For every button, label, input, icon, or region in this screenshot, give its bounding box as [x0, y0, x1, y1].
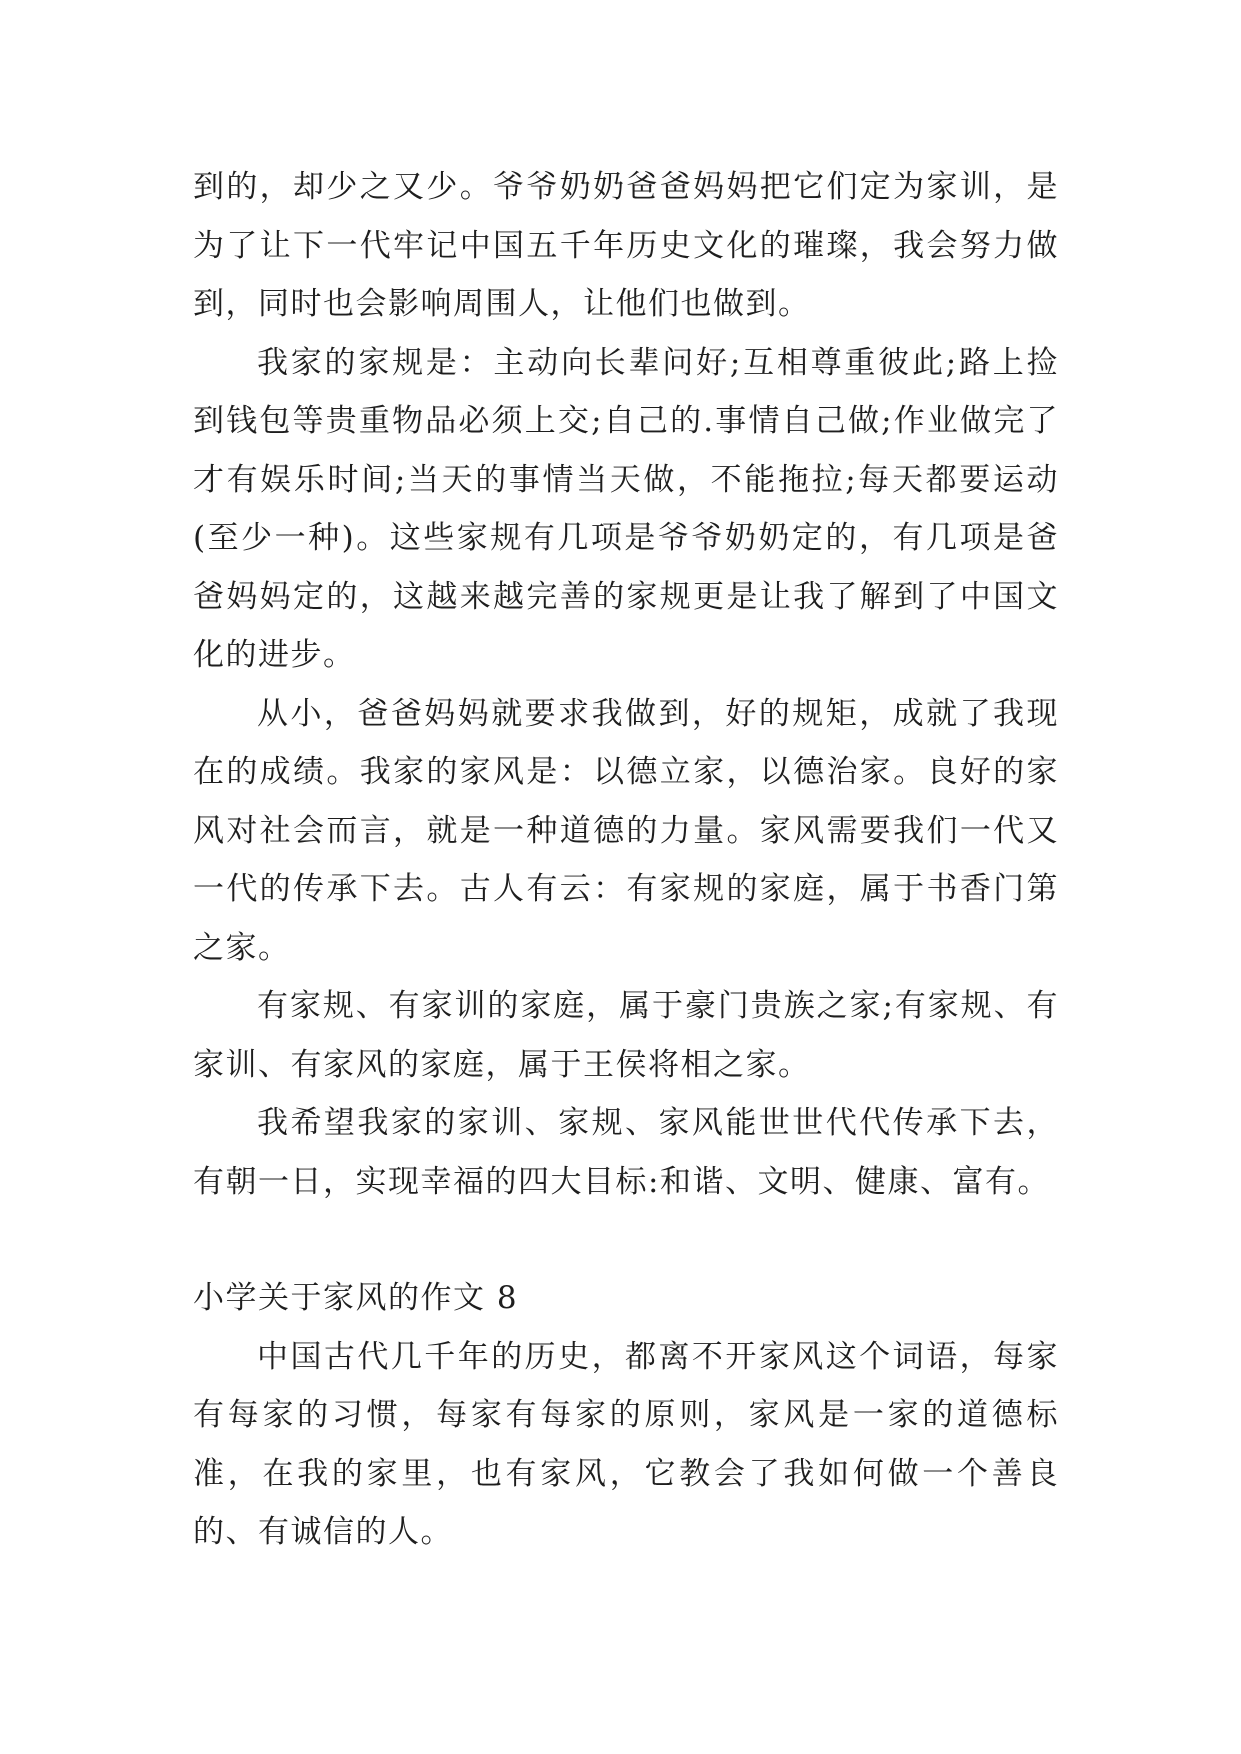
paragraph-family-style: 从小，爸爸妈妈就要求我做到，好的规矩，成就了我现在的成绩。我家的家风是：以德立家，以德治家。良好的家风对社会而言，就是一种道德的力量。家风需要我们一代又一代的传承下去。古人有云：有家规的家庭，属于书香门第之家。: [193, 695, 1059, 966]
section-paragraph: 中国古代几千年的历史，都离不开家风这个词语，每家有每家的习惯，每家有每家的原则，家风是一家的道德标准，在我的家里，也有家风，它教会了我如何做一个善良的、有诚信的人。: [193, 1338, 1059, 1550]
paragraph-noble-families: 有家规、有家训的家庭，属于豪门贵族之家;有家规、有家训、有家风的家庭，属于王侯将相之家。: [193, 988, 1059, 1083]
section-title: 小学关于家风的作文 8: [193, 1280, 519, 1316]
document-body: [193, 158, 1059, 1562]
paragraph-continuation: 到的，却少之又少。爷爷奶奶爸爸妈妈把它们定为家训，是为了让下一代牢记中国五千年历史文化的璀璨，我会努力做到，同时也会影响周围人，让他们也做到。: [193, 169, 1059, 322]
paragraph-hope: 我希望我家的家训、家规、家风能世世代代传承下去，有朝一日，实现幸福的四大目标:和谐、文明、健康、富有。: [193, 1105, 1059, 1200]
paragraph-family-rules: 我家的家规是：主动向长辈问好;互相尊重彼此;路上捡到钱包等贵重物品必须上交;自己的.事情自己做;作业做完了才有娱乐时间;当天的事情当天做，不能拖拉;每天都要运动(至少一种)。这些家规有几项是爷爷奶奶定的，有几项是爸爸妈妈定的，这越来越完善的家规更是让我了解到了中国文化的进步。: [193, 344, 1059, 673]
